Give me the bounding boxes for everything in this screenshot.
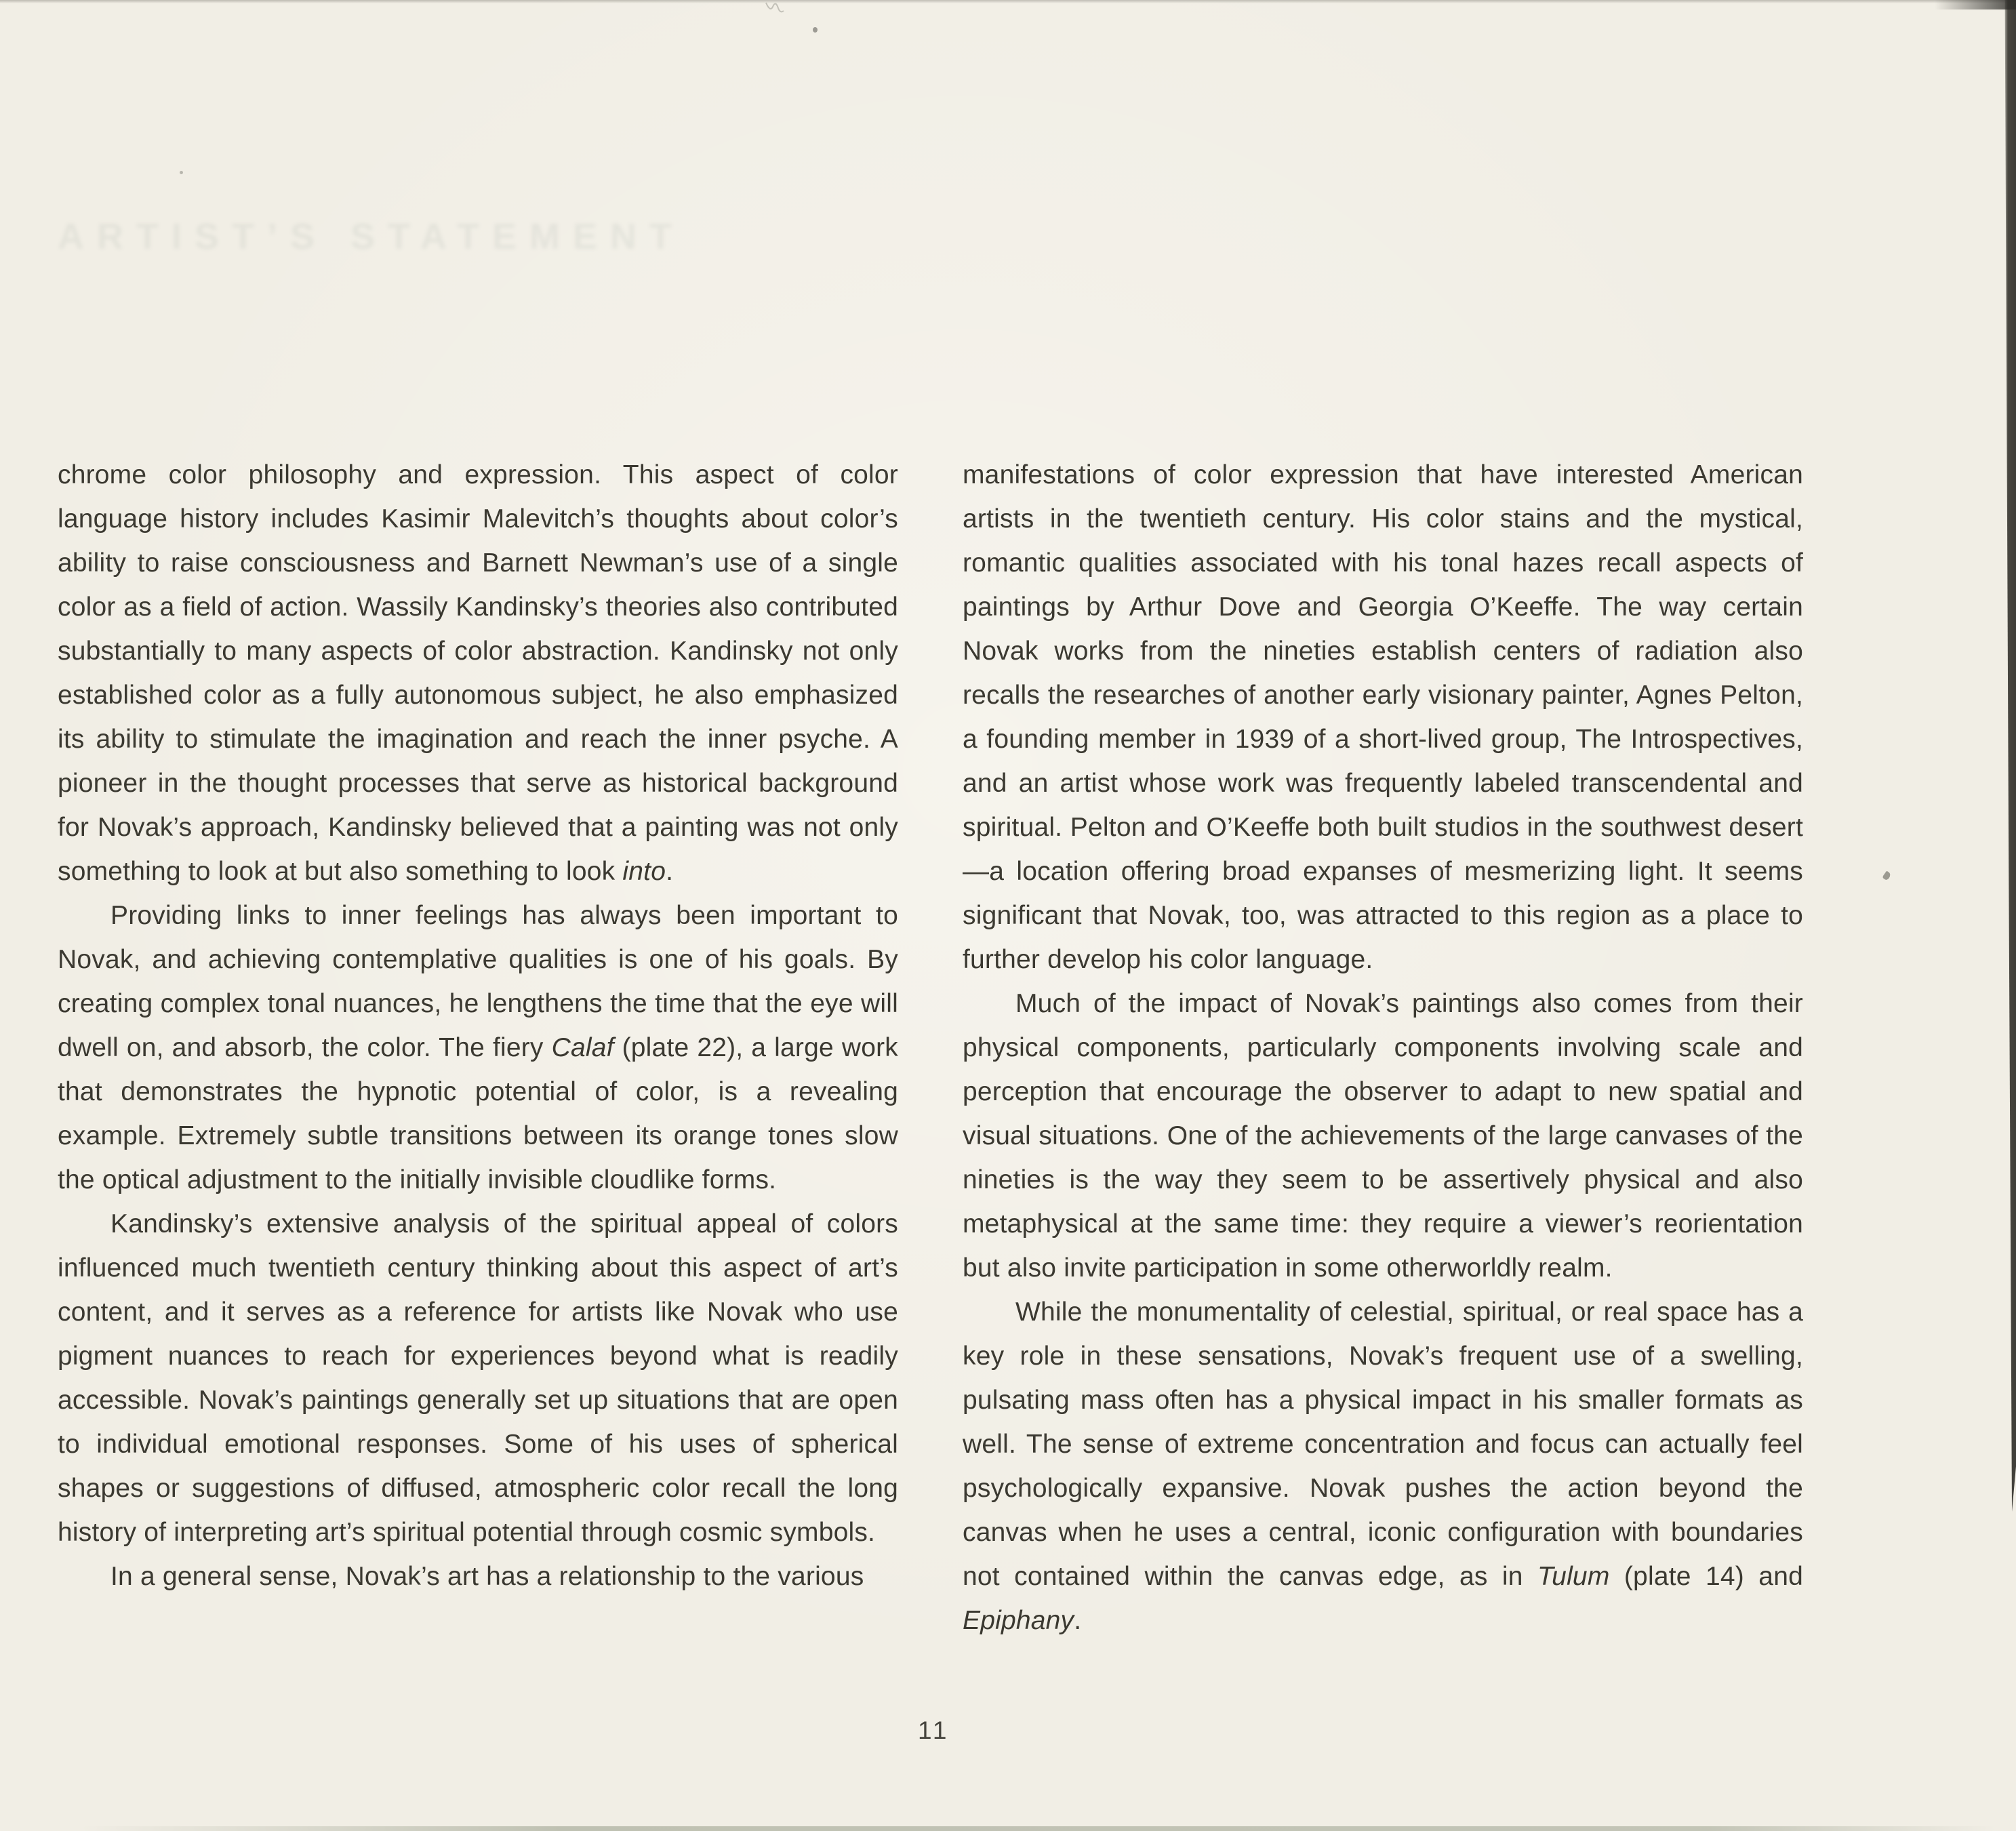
italic-text-run: into [622, 857, 666, 886]
paragraph [963, 982, 1803, 1290]
paragraph [963, 453, 1803, 982]
text-run: Much of the impact of Novak’s paintings also comes from their physical components, particularly components involving scale and perception that encourage the observer to adapt to new spatial and visual situations. One of the achievements of the large canvases of the nineties is the way they seem to be assertively physical and also metaphysical at the same time: they require a viewer’s reorientation but also invite participation in some otherworldly realm. [963, 989, 1803, 1283]
paragraph [58, 453, 898, 893]
italic-text-run: Calaf [551, 1033, 614, 1062]
text-run: manifestations of color expression that have interested American artists in the twentieth century. His color stains and the mystical, romantic qualities associated with his tonal hazes recall aspects of paintings by Arthur Dove and Georgia O’Keeffe. The way certain Novak works from the nineties establish centers of radiation also recalls the researches of another early visionary painter, Agnes Pelton, a founding member in 1939 of a short-lived group, The Introspectives, and an artist whose work was frequently labeled transcendental and spiritual. Pelton and O’Keeffe both built studios in the southwest desert—a location offering broad expanses of mesmerizing light. It seems significant that Novak, too, was attracted to this region as a place to further develop his color language. [963, 460, 1803, 974]
text-run: In a general sense, Novak’s art has a relationship to the various [110, 1562, 864, 1591]
text-run: . [1074, 1606, 1082, 1635]
italic-text-run: Epiphany [963, 1606, 1074, 1635]
text-run: . [666, 857, 674, 886]
column-left [58, 453, 898, 1643]
paper-speck [1882, 871, 1891, 881]
page-number: 11 [918, 1716, 950, 1744]
italic-text-run: Tulum [1537, 1562, 1610, 1591]
paragraph [58, 1202, 898, 1554]
ghost-heading-showthrough: ARTIST’S STATEMENT [58, 216, 685, 257]
paragraph [963, 1290, 1803, 1643]
text-run: (plate 14) and [1609, 1562, 1803, 1591]
page-edge-shadow-top-right [1935, 0, 2016, 9]
paper-speck [180, 171, 183, 174]
text-run: (plate 22), a large work that demonstrates the hypnotic potential of color, is a revealing example. Extremely subtle transitions between its orange tones slow the optical adjustment to the initially invisible cloudlike forms. [58, 1033, 898, 1194]
text-columns [58, 453, 1803, 1643]
text-run: While the monumentality of celestial, spiritual, or real space has a key role in these sensations, Novak’s frequent use of a swelling, pulsating mass often has a physical impact in his smaller formats as well. The sense of extreme concentration and focus can actually feel psychologically expansive. Novak pushes the action beyond the canvas when he uses a central, iconic configuration with boundaries not contained within the canvas edge, as in [963, 1297, 1803, 1591]
text-run: chrome color philosophy and expression. This aspect of color language history includes Kasimir Malevitch’s thoughts about color’s ability to raise consciousness and Barnett Newman’s use of a single color as a field of action. Wassily Kandinsky’s theories also contributed substantially to many aspects of color abstraction. Kandinsky not only established color as a fully autonomous subject, he also emphasized its ability to stimulate the imagination and reach the inner psyche. A pioneer in the thought processes that serve as historical background for Novak’s approach, Kandinsky believed that a painting was not only something to look at but also something to look [58, 460, 898, 886]
paper-hairline-mark [765, 0, 792, 18]
page-edge-shadow-right [2002, 0, 2016, 1512]
text-run: Providing links to inner feelings has always been important to Novak, and achieving contemplative qualities is one of his goals. By creating complex tonal nuances, he lengthens the time that the eye will dwell on, and absorb, the color. The fiery [58, 901, 898, 1062]
paper-speck [813, 27, 818, 33]
text-run: Kandinsky’s extensive analysis of the spiritual appeal of colors influenced much twentieth century thinking about this aspect of art’s content, and it serves as a reference for artists like Novak who use pigment nuances to reach for experiences beyond what is readily accessible. Novak’s paintings generally set up situations that are open to individual emotional responses. Some of his uses of spherical shapes or suggestions of diffused, atmospheric color recall the long history of interpreting art’s spiritual potential through cosmic symbols. [58, 1209, 898, 1547]
column-right [963, 453, 1803, 1643]
paragraph [58, 1554, 898, 1598]
paragraph [58, 893, 898, 1202]
page-edge-line-bottom [81, 1826, 1996, 1831]
